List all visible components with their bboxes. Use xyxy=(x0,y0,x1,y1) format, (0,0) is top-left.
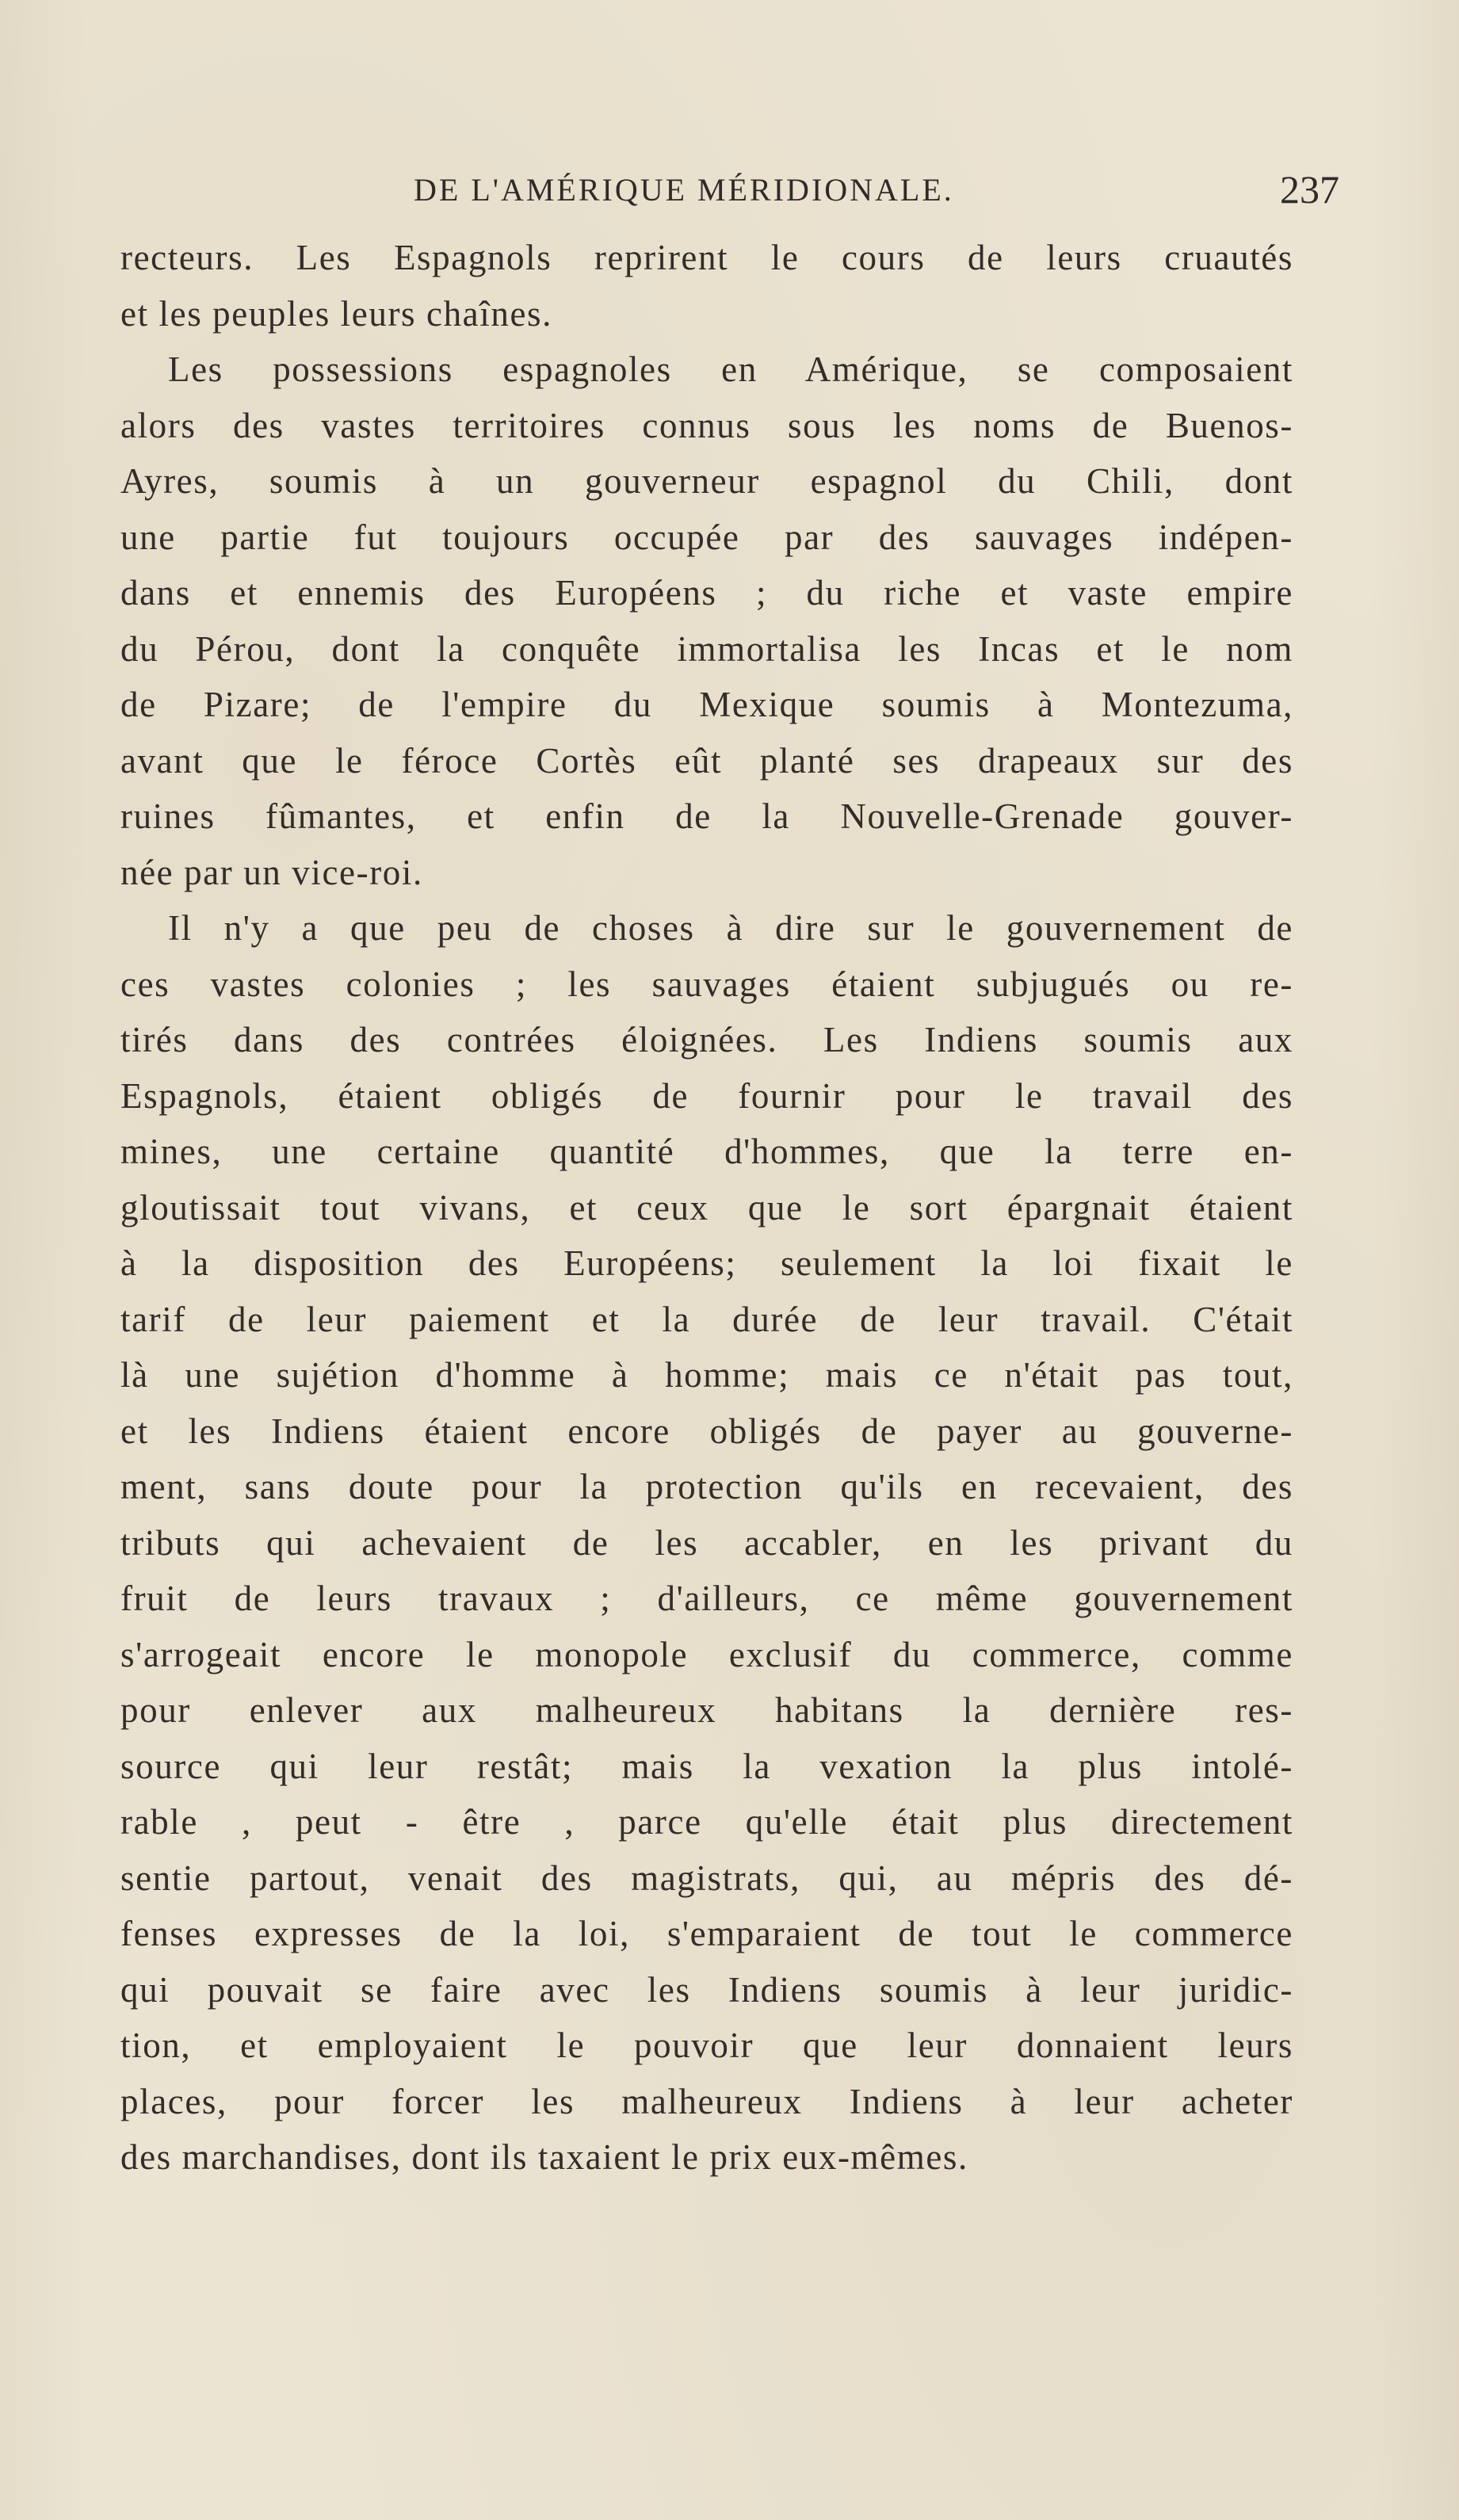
text-line: dans et ennemis des Européens ; du riche et vaste empire xyxy=(120,573,1293,613)
text-line: Espagnols, étaient obligés de fournir pour le travail des xyxy=(120,1075,1293,1116)
text-line: Il n'y a que peu de choses à dire sur le gouvernement de xyxy=(168,908,1293,948)
text-line: là une sujétion d'homme à homme; mais ce n'était pas tout, xyxy=(120,1355,1293,1395)
text-line: ment, sans doute pour la protection qu'ils en recevaient, des xyxy=(120,1467,1293,1506)
text-line: avant que le féroce Cortès eût planté ses drapeaux sur des xyxy=(120,740,1293,781)
body-text xyxy=(120,230,1293,2186)
text-line: Ayres, soumis à un gouverneur espagnol du Chili, dont xyxy=(120,461,1293,501)
text-line: du Pérou, dont la conquête immortalisa les Incas et le nom xyxy=(120,628,1293,669)
text-line: tarif de leur paiement et la durée de leur travail. C'était xyxy=(120,1299,1293,1339)
text-line: tirés dans des contrées éloignées. Les Indiens soumis aux xyxy=(120,1020,1293,1060)
text-line: s'arrogeait encore le monopole exclusif du commerce, comme xyxy=(120,1634,1293,1674)
page-number: 237 xyxy=(1280,167,1339,212)
text-line: des marchandises, dont ils taxaient le prix eux-mêmes. xyxy=(120,2137,968,2177)
text-line: rable , peut - être , parce qu'elle était plus directement xyxy=(120,1802,1293,1842)
text-line: mines, une certaine quantité d'hommes, que la terre en- xyxy=(120,1132,1293,1171)
text-line: ces vastes colonies ; les sauvages étaient subjugués ou re- xyxy=(120,964,1293,1004)
text-line: fenses expresses de la loi, s'emparaient de tout le commerce xyxy=(120,1914,1293,1953)
text-line: née par un vice-roi. xyxy=(120,852,423,892)
running-title: DE L'AMÉRIQUE MÉRIDIONALE. xyxy=(414,172,954,208)
text-line: source qui leur restât; mais la vexation la plus intolé- xyxy=(120,1746,1293,1786)
text-line: alors des vastes territoires connus sous les noms de Buenos- xyxy=(120,405,1293,445)
text-line: tributs qui achevaient de les accabler, en les privant du xyxy=(120,1522,1293,1563)
text-line: et les Indiens étaient encore obligés de payer au gouverne- xyxy=(120,1411,1293,1451)
running-head xyxy=(119,166,1339,222)
text-line: tion, et employaient le pouvoir que leur donnaient leurs xyxy=(120,2026,1293,2065)
text-line: Les possessions espagnoles en Amérique, se composaient xyxy=(168,349,1293,389)
text-line: fruit de leurs travaux ; d'ailleurs, ce même gouvernement xyxy=(120,1579,1293,1618)
text-line: places, pour forcer les malheureux Indiens à leur acheter xyxy=(120,2081,1293,2121)
text-line: pour enlever aux malheureux habitans la dernière res- xyxy=(120,1690,1293,1730)
text-line: une partie fut toujours occupée par des sauvages indépen- xyxy=(120,517,1293,557)
text-line: recteurs. Les Espagnols reprirent le cours de leurs cruautés xyxy=(120,238,1293,277)
text-line: à la disposition des Européens; seulement la loi fixait le xyxy=(120,1243,1293,1283)
text-line: sentie partout, venait des magistrats, qui, au mépris des dé- xyxy=(120,1858,1293,1898)
text-line: gloutissait tout vivans, et ceux que le sort épargnait étaient xyxy=(120,1187,1293,1228)
text-line: de Pizare; de l'empire du Mexique soumis à Montezuma, xyxy=(120,685,1293,724)
text-line: ruines fûmantes, et enfin de la Nouvelle-Grenade gouver- xyxy=(120,796,1293,836)
text-line: et les peuples leurs chaînes. xyxy=(120,293,552,334)
text-line: qui pouvait se faire avec les Indiens soumis à leur juridic- xyxy=(120,1969,1293,2010)
